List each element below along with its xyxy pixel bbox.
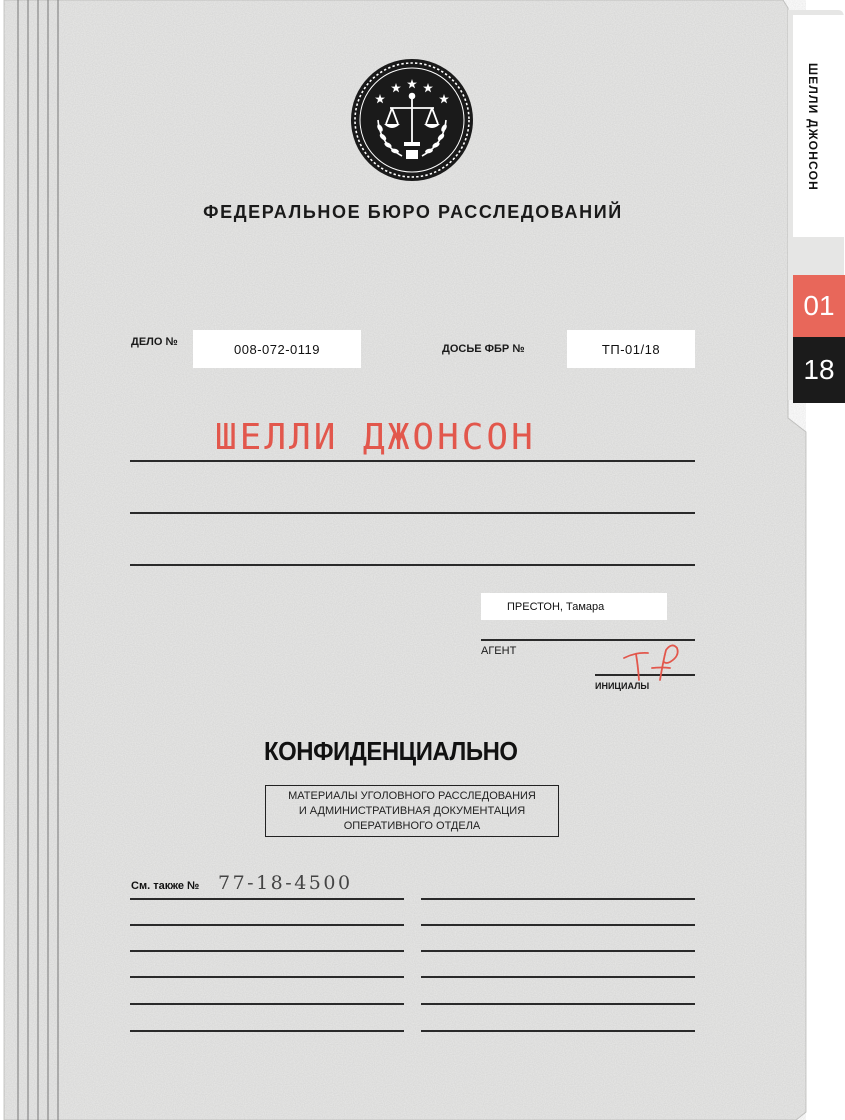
initials-label: ИНИЦИАЛЫ (595, 681, 650, 691)
binding-lines (14, 0, 70, 1120)
classification-box (265, 785, 559, 837)
case-number-field: 008-072-0119 (193, 330, 361, 368)
folder-tab-label (800, 22, 826, 232)
classification-line-3: ОПЕРАТИВНОГО ОТДЕЛА (343, 819, 481, 832)
scales-of-justice-seal-icon (350, 58, 474, 182)
see-also-line-right-3 (421, 950, 695, 952)
see-also-line-right-2 (421, 924, 695, 926)
see-also-line-left-6 (130, 1030, 404, 1032)
see-also-line-right-4 (421, 976, 695, 978)
see-also-label: См. также № (131, 880, 200, 892)
see-also-line-right-5 (421, 1003, 695, 1005)
see-also-line-left-3 (130, 950, 404, 952)
name-line-1 (130, 460, 695, 462)
subject-name-stamp: ШЕЛЛИ ДЖОНСОН (215, 417, 536, 458)
folder-tab-name: ШЕЛЛИ ДЖОНСОН (806, 62, 821, 192)
dossier-number-label: ДОСЬЕ ФБР № (442, 343, 525, 355)
name-line-3 (130, 564, 695, 566)
agent-name-field: ПРЕСТОН, Тамара (481, 593, 667, 620)
see-also-line-left-1 (130, 898, 404, 900)
see-also-number: 77-18-4500 (218, 872, 353, 894)
confidential-title: КОНФИДЕНЦИАЛЬНО (264, 736, 518, 766)
dossier-number-field: ТП-01/18 (567, 330, 695, 368)
see-also-line-left-5 (130, 1003, 404, 1005)
agent-label: АГЕНТ (481, 645, 517, 657)
classification-line-2: И АДМИНИСТРАТИВНАЯ ДОКУМЕНТАЦИЯ (298, 804, 526, 817)
initials-signature (622, 640, 692, 684)
folder-tab-number-bottom: 18 (803, 354, 835, 385)
see-also-line-right-1 (421, 898, 695, 900)
agency-title: ФЕДЕРАЛЬНОЕ БЮРО РАССЛЕДОВАНИЙ (203, 202, 623, 222)
classification-line-1: МАТЕРИАЛЫ УГОЛОВНОГО РАССЛЕДОВАНИЯ (288, 789, 536, 802)
see-also-line-left-2 (130, 924, 404, 926)
folder-tab-number-top: 01 (803, 290, 835, 321)
case-number-label: ДЕЛО № (131, 336, 178, 348)
name-line-2 (130, 512, 695, 514)
see-also-line-left-4 (130, 976, 404, 978)
see-also-line-right-6 (421, 1030, 695, 1032)
